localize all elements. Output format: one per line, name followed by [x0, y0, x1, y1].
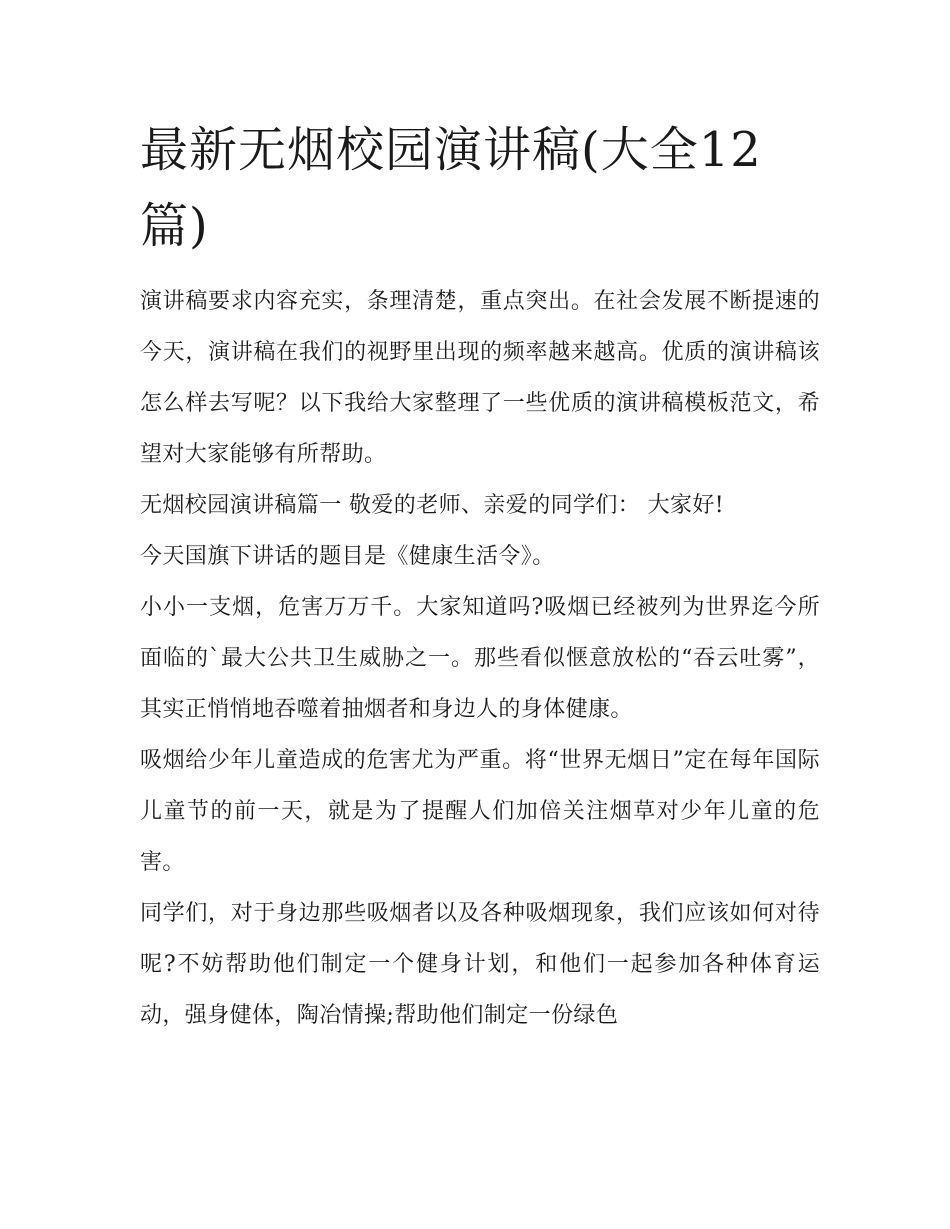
paragraph-intro: 演讲稿要求内容充实，条理清楚，重点突出。在社会发展不断提速的今天，演讲稿在我们的视野里出现的频率越来越高。优质的演讲稿该怎么样去写呢？以下我给大家整理了一些优质的演讲稿模板范文，希望对大家能够有所帮助。 — [140, 289, 820, 467]
paragraph-harm: 小小一支烟，危害万万千。大家知道吗?吸烟已经被列为世界迄今所面临的`最大公共卫生威胁之一。那些看似惬意放松的“吞云吐雾”，其实正悄悄地吞噬着抽烟者和身边人的身体健康。 — [140, 595, 820, 722]
paragraph-children: 吸烟给少年儿童造成的危害尤为严重。将“世界无烟日”定在每年国际儿童节的前一天，就是为了提醒人们加倍关注烟草对少年儿童的危害。 — [140, 748, 820, 875]
paragraph-topic: 今天国旗下讲话的题目是《健康生活令》。 — [140, 544, 555, 569]
document-page — [140, 112, 820, 1041]
paragraph-action: 同学们，对于身边那些吸烟者以及各种吸烟现象，我们应该如何对待呢?不妨帮助他们制定一个健身计划，和他们一起参加各种体育运动，强身健体，陶冶情操;帮助他们制定一份绿色 — [140, 901, 820, 1028]
document-title: 最新无烟校园演讲稿(大全12篇) — [140, 122, 762, 254]
paragraph-greeting: 无烟校园演讲稿篇一 敬爱的老师、亲爱的同学们： 大家好! — [140, 493, 725, 518]
